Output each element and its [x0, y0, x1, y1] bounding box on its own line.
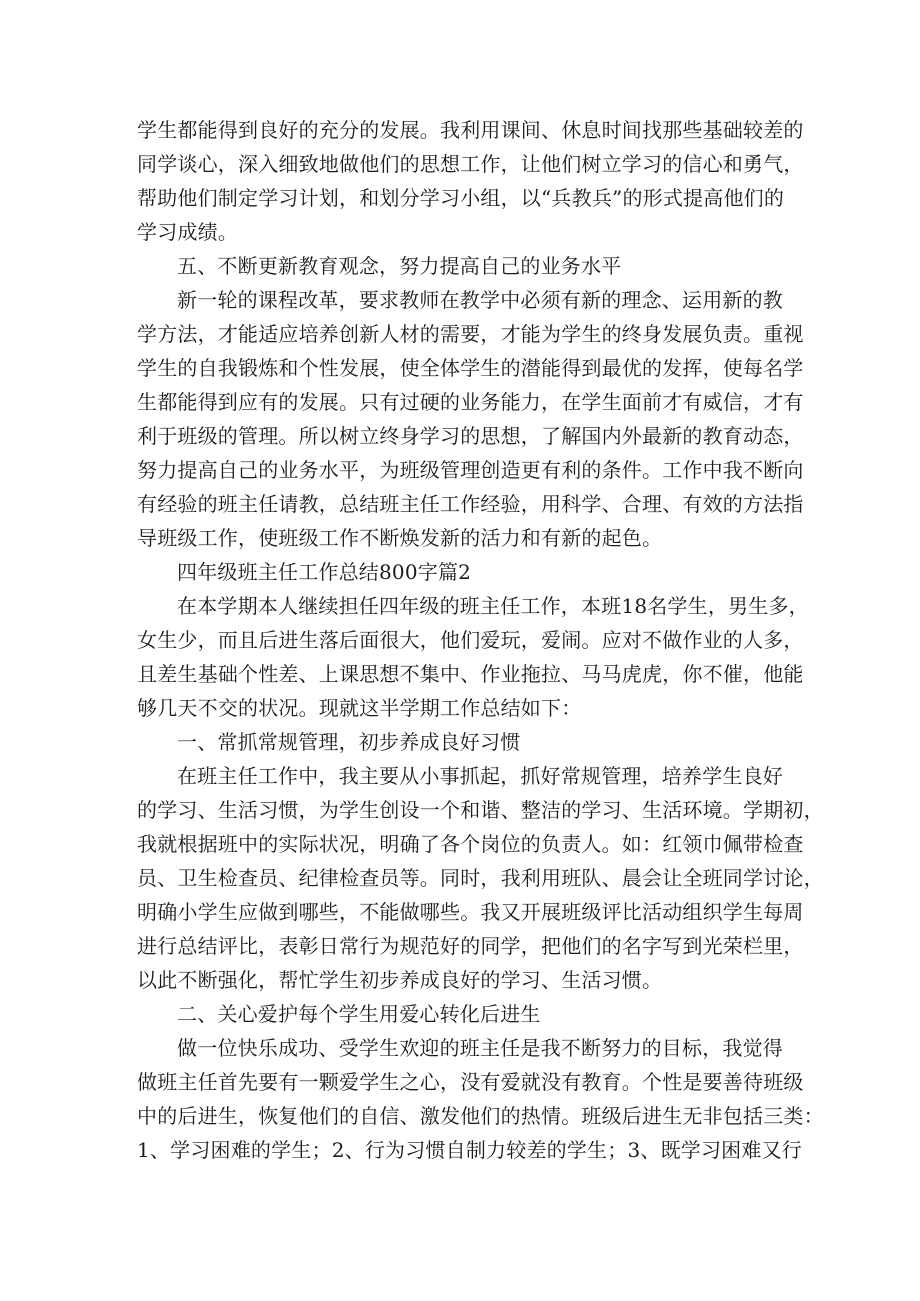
- text-line: 够几天不交的状况。现就这半学期工作总结如下：: [137, 696, 582, 720]
- text-line: 且差生基础个性差、上课思想不集中、作业拖拉、马马虎虎，你不催，他能: [137, 662, 804, 686]
- text-line: 明确小学生应做到哪些，不能做哪些。我又开展班级评比活动组织学生每周: [137, 900, 804, 924]
- text-line: 导班级工作，使班级工作不断焕发新的活力和有新的起色。: [137, 526, 663, 550]
- text-line: 学生都能得到良好的充分的发展。我利用课间、休息时间找那些基础较差的: [137, 118, 804, 142]
- document-page: [137, 113, 824, 1167]
- text-line: 帮助他们制定学习计划，和划分学习小组，以“兵教兵”的形式提高他们的: [137, 186, 785, 210]
- text-line: 有经验的班主任请教，总结班主任工作经验，用科学、合理、有效的方法指: [137, 492, 804, 516]
- section-heading: 二、关心爱护每个学生用爱心转化后进生: [177, 1002, 541, 1026]
- section-heading: 五、不断更新教育观念，努力提高自己的业务水平: [177, 254, 622, 278]
- text-line: 在本学期本人继续担任四年级的班主任工作，本班18名学生，男生多，: [177, 594, 809, 618]
- text-line: 女生少，而且后进生落后面很大，他们爱玩，爱闹。应对不做作业的人多，: [137, 628, 804, 652]
- text-line: 进行总结评比，表彰日常行为规范好的同学，把他们的名字写到光荣栏里，: [137, 934, 804, 958]
- text-line: 中的后进生，恢复他们的自信、激发他们的热情。班级后进生无非包括三类：: [137, 1104, 824, 1128]
- text-line: 我就根据班中的实际状况，明确了各个岗位的负责人。如：红领巾佩带检查: [137, 832, 804, 856]
- text-line: 1、学习困难的学生；2、行为习惯自制力较差的学生；3、既学习困难又行: [137, 1138, 802, 1162]
- text-line: 学方法，才能适应培养创新人材的需要，才能为学生的终身发展负责。重视: [137, 322, 804, 346]
- text-line: 以此不断强化，帮忙学生初步养成良好的学习、生活习惯。: [137, 968, 663, 992]
- text-line: 学生的自我锻炼和个性发展，使全体学生的潜能得到最优的发挥，使每名学: [137, 356, 804, 380]
- text-line: 利于班级的管理。所以树立终身学习的思想，了解国内外最新的教育动态，: [137, 424, 804, 448]
- text-line: 新一轮的课程改革，要求教师在教学中必须有新的理念、运用新的教: [177, 288, 783, 312]
- section-heading: 一、常抓常规管理，初步养成良好习惯: [177, 730, 521, 754]
- text-line: 同学谈心，深入细致地做他们的思想工作，让他们树立学习的信心和勇气，: [137, 152, 804, 176]
- text-line: 努力提高自己的业务水平，为班级管理创造更有利的条件。工作中我不断向: [137, 458, 804, 482]
- text-line: 做一位快乐成功、受学生欢迎的班主任是我不断努力的目标，我觉得: [177, 1036, 783, 1060]
- text-line: 做班主任首先要有一颗爱学生之心，没有爱就没有教育。个性是要善待班级: [137, 1070, 804, 1094]
- text-line: 的学习、生活习惯，为学生创设一个和谐、整洁的学习、生活环境。学期初，: [137, 798, 824, 822]
- text-line: 生都能得到应有的发展。只有过硬的业务能力，在学生面前才有威信，才有: [137, 390, 804, 414]
- text-line: 在班主任工作中，我主要从小事抓起，抓好常规管理，培养学生良好: [177, 764, 783, 788]
- text-line: 学习成绩。: [137, 220, 238, 244]
- article-title: 四年级班主任工作总结800字篇2: [177, 560, 472, 584]
- text-line: 员、卫生检查员、纪律检查员等。同时，我利用班队、晨会让全班同学讨论，: [137, 866, 824, 890]
